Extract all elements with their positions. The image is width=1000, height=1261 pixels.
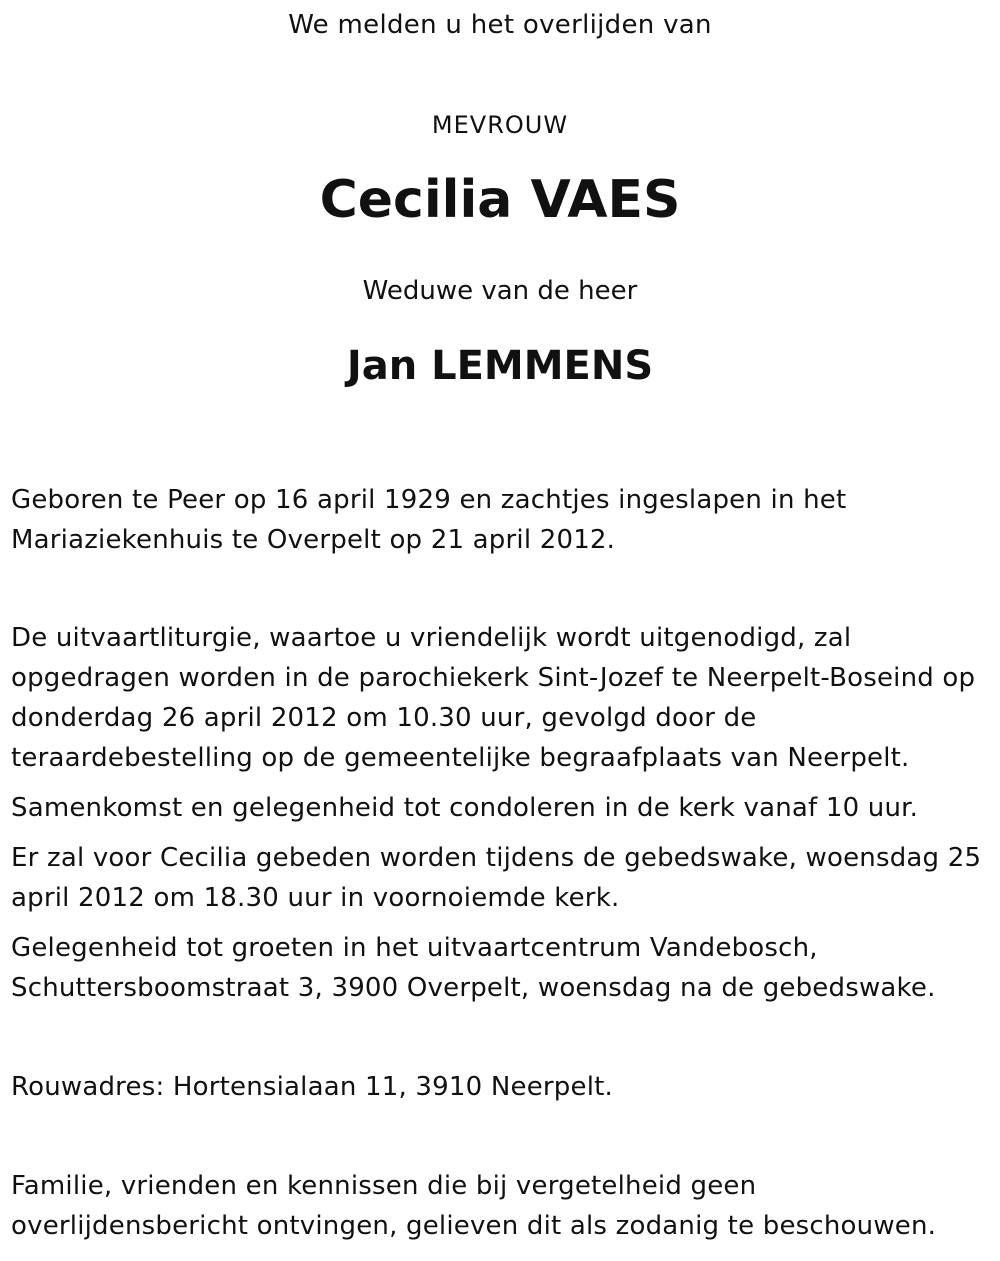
wake-paragraph: Er zal voor Cecilia gebeden worden tijdens de gebedswake, woensdag 25 april 2012 om 18.30 uur in voornoiemde kerk. bbox=[11, 843, 982, 913]
intro-text: We melden u het overlijden van bbox=[288, 10, 712, 40]
address-paragraph: Rouwadres: Hortensialaan 11, 3910 Neerpelt. bbox=[11, 1072, 613, 1102]
liturgy-paragraph: De uitvaartliturgie, waartoe u vriendelijk wordt uitgenodigd, zal opgedragen worden in de parochiekerk Sint-Jozef te Neerpelt-Boseind op donderdag 26 april 2012 om 10.30 uur, gevolgd door de teraardebestelling op de gemeentelijke begraafplaats van Neerpelt. bbox=[11, 623, 976, 773]
deceased-name: Cecilia VAES bbox=[319, 170, 681, 230]
salutation: MEVROUW bbox=[431, 111, 569, 139]
greeting-paragraph: Gelegenheid tot groeten in het uitvaartcentrum Vandebosch, Schuttersboomstraat 3, 3900 Overpelt, woensdag na de gebedswake. bbox=[11, 933, 936, 1003]
family-paragraph: Familie, vrienden en kennissen die bij vergetelheid geen overlijdensbericht ontvingen, gelieven dit als zodanig te beschouwen. bbox=[11, 1171, 937, 1241]
birth-death-paragraph: Geboren te Peer op 16 april 1929 en zachtjes ingeslapen in het Mariaziekenhuis te Overpelt op 21 april 2012. bbox=[11, 485, 847, 555]
relation-text: Weduwe van de heer bbox=[362, 276, 638, 306]
gathering-paragraph: Samenkomst en gelegenheid tot condoleren in de kerk vanaf 10 uur. bbox=[11, 793, 919, 823]
spouse-name: Jan LEMMENS bbox=[346, 343, 654, 389]
